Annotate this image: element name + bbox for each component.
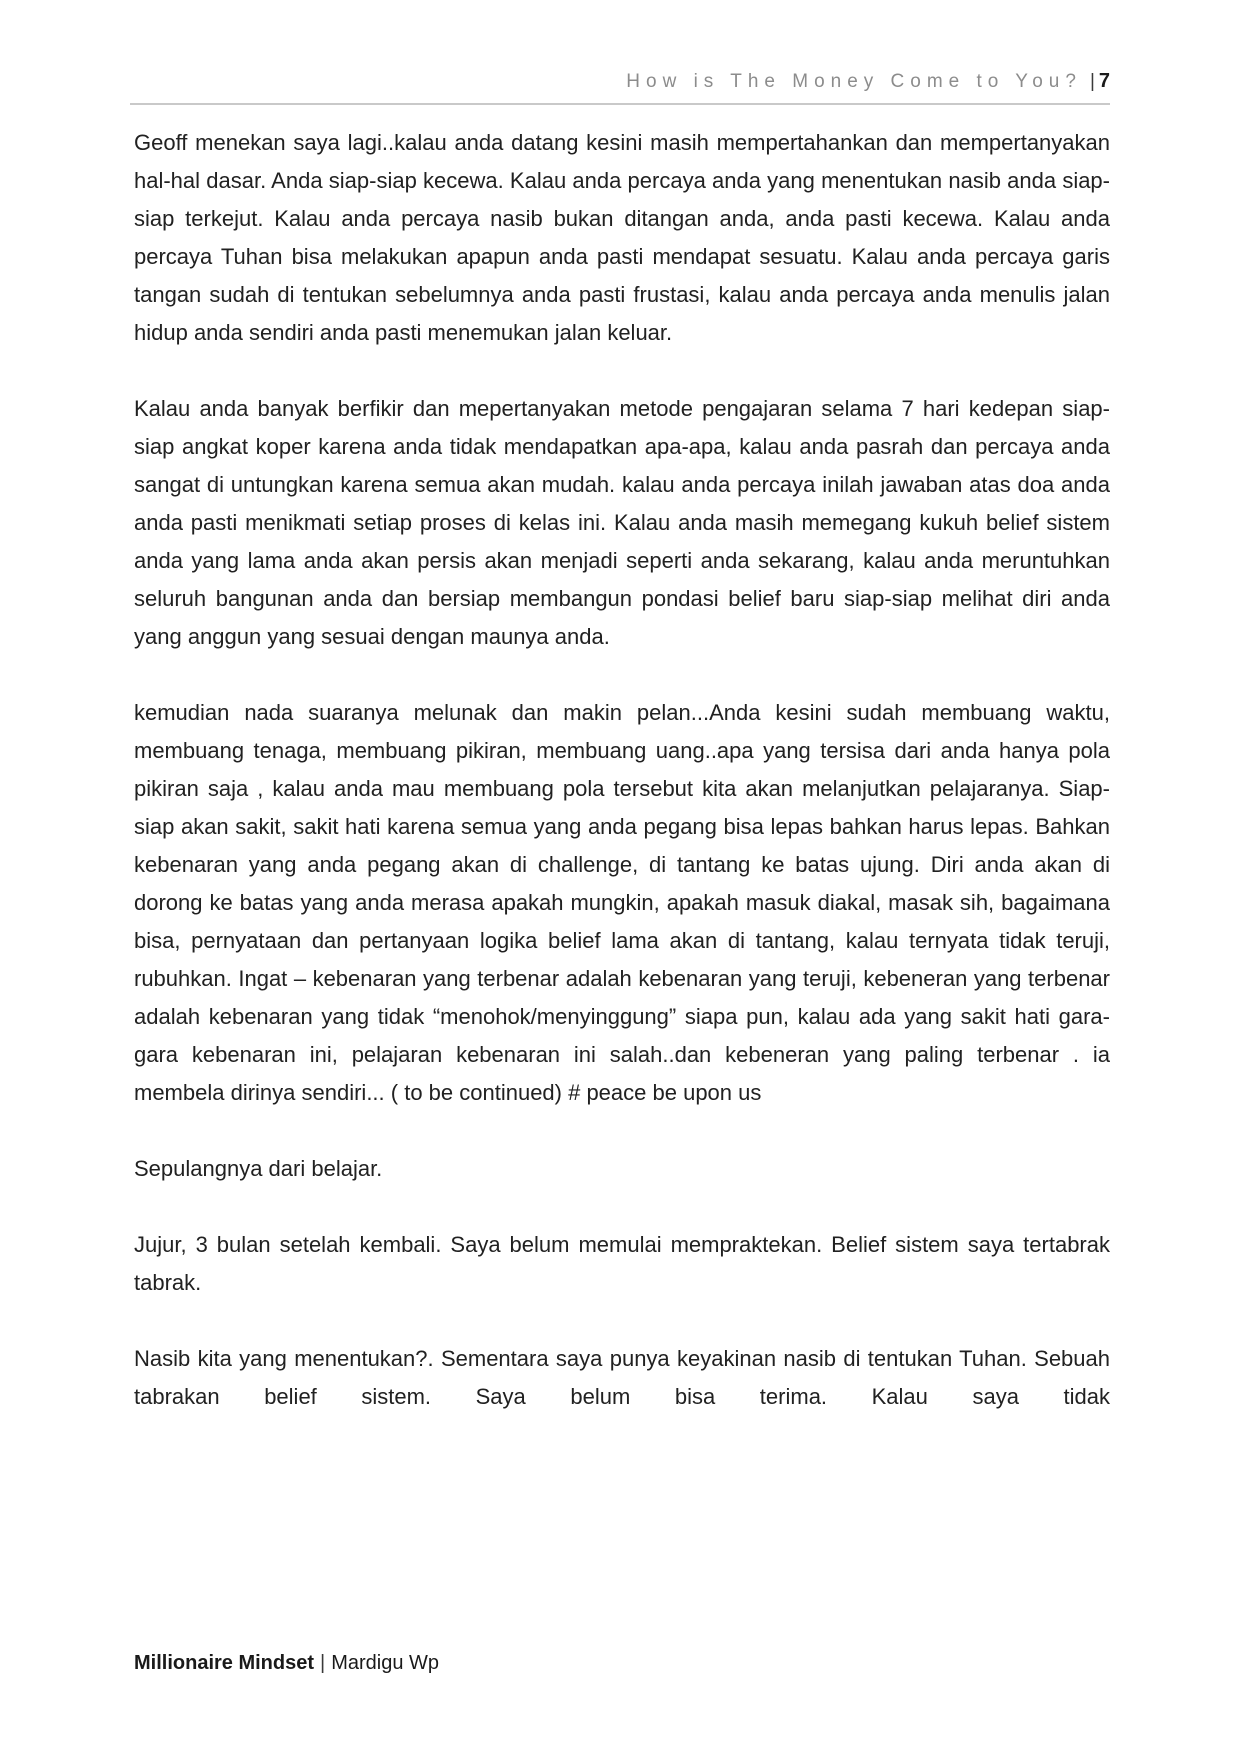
paragraph: Nasib kita yang menentukan?. Sementara saya punya keyakinan nasib di tentukan Tuhan. Sebuah tabrakan belief sistem. Saya belum bisa terima. Kalau saya tidak bbox=[134, 1346, 1110, 1409]
paragraph: kemudian nada suaranya melunak dan makin pelan...Anda kesini sudah membuang waktu, membuang tenaga, membuang pikiran, membuang uang..apa yang tersisa dari anda hanya pola pikiran saja , kalau anda mau membuang pola tersebut kita akan melanjutkan pelajaranya. Siap-siap akan sakit, sakit hati karena semua yang anda pegang bisa lepas bahkan harus lepas. Bahkan kebenaran yang anda pegang akan di challenge, di tantang ke batas ujung. Diri anda akan di dorong ke batas yang anda merasa apakah mungkin, apakah masuk diakal, masak sih, bagaimana bisa, pernyataan dan pertanyaan logika belief lama akan di tantang, kalau ternyata tidak teruji, rubuhkan. Ingat – kebenaran yang terbenar adalah kebenaran yang teruji, kebeneran yang terbenar adalah kebenaran yang tidak “menohok/menyinggung” siapa pun, kalau ada yang sakit hati gara-gara kebenaran ini, pelajaran kebenaran ini salah..dan kebeneran yang paling terbenar . ia membela dirinya sendiri... ( to be continued) # peace be upon us bbox=[134, 700, 1110, 1105]
page-content bbox=[134, 124, 1110, 1454]
author-name: Mardigu Wp bbox=[331, 1652, 440, 1674]
footer-separator: | bbox=[320, 1652, 326, 1674]
header-separator: | bbox=[1089, 71, 1095, 92]
paragraph: Kalau anda banyak berfikir dan mepertanyakan metode pengajaran selama 7 hari kedepan siap-siap angkat koper karena anda tidak mendapatkan apa-apa, kalau anda pasrah dan percaya anda sangat di untungkan karena semua akan mudah. kalau anda percaya inilah jawaban atas doa anda anda pasti menikmati setiap proses di kelas ini. Kalau anda masih memegang kukuh belief sistem anda yang lama anda akan persis akan menjadi seperti anda sekarang, kalau anda meruntuhkan seluruh bangunan anda dan bersiap membangun pondasi belief baru siap-siap melihat diri anda yang anggun yang sesuai dengan maunya anda. bbox=[134, 396, 1110, 649]
header-rule bbox=[130, 103, 1110, 105]
chapter-title: How is The Money Come to You? bbox=[626, 71, 1082, 92]
running-header bbox=[130, 70, 1110, 100]
paragraph: Geoff menekan saya lagi..kalau anda datang kesini masih mempertahankan dan mempertanyakan hal-hal dasar. Anda siap-siap kecewa. Kalau anda percaya anda yang menentukan nasib anda siap-siap terkejut. Kalau anda percaya nasib bukan ditangan anda, anda pasti kecewa. Kalau anda percaya Tuhan bisa melakukan apapun anda pasti mendapat sesuatu. Kalau anda percaya garis tangan sudah di tentukan sebelumnya anda pasti frustasi, kalau anda percaya anda menulis jalan hidup anda sendiri anda pasti menemukan jalan keluar. bbox=[134, 130, 1110, 345]
page-number: 7 bbox=[1098, 70, 1110, 92]
book-title: Millionaire Mindset bbox=[134, 1652, 315, 1674]
paragraph: Sepulangnya dari belajar. bbox=[134, 1156, 383, 1181]
paragraph: Jujur, 3 bulan setelah kembali. Saya belum memulai mempraktekan. Belief sistem saya tertabrak tabrak. bbox=[134, 1232, 1110, 1295]
page-footer bbox=[134, 1652, 439, 1675]
